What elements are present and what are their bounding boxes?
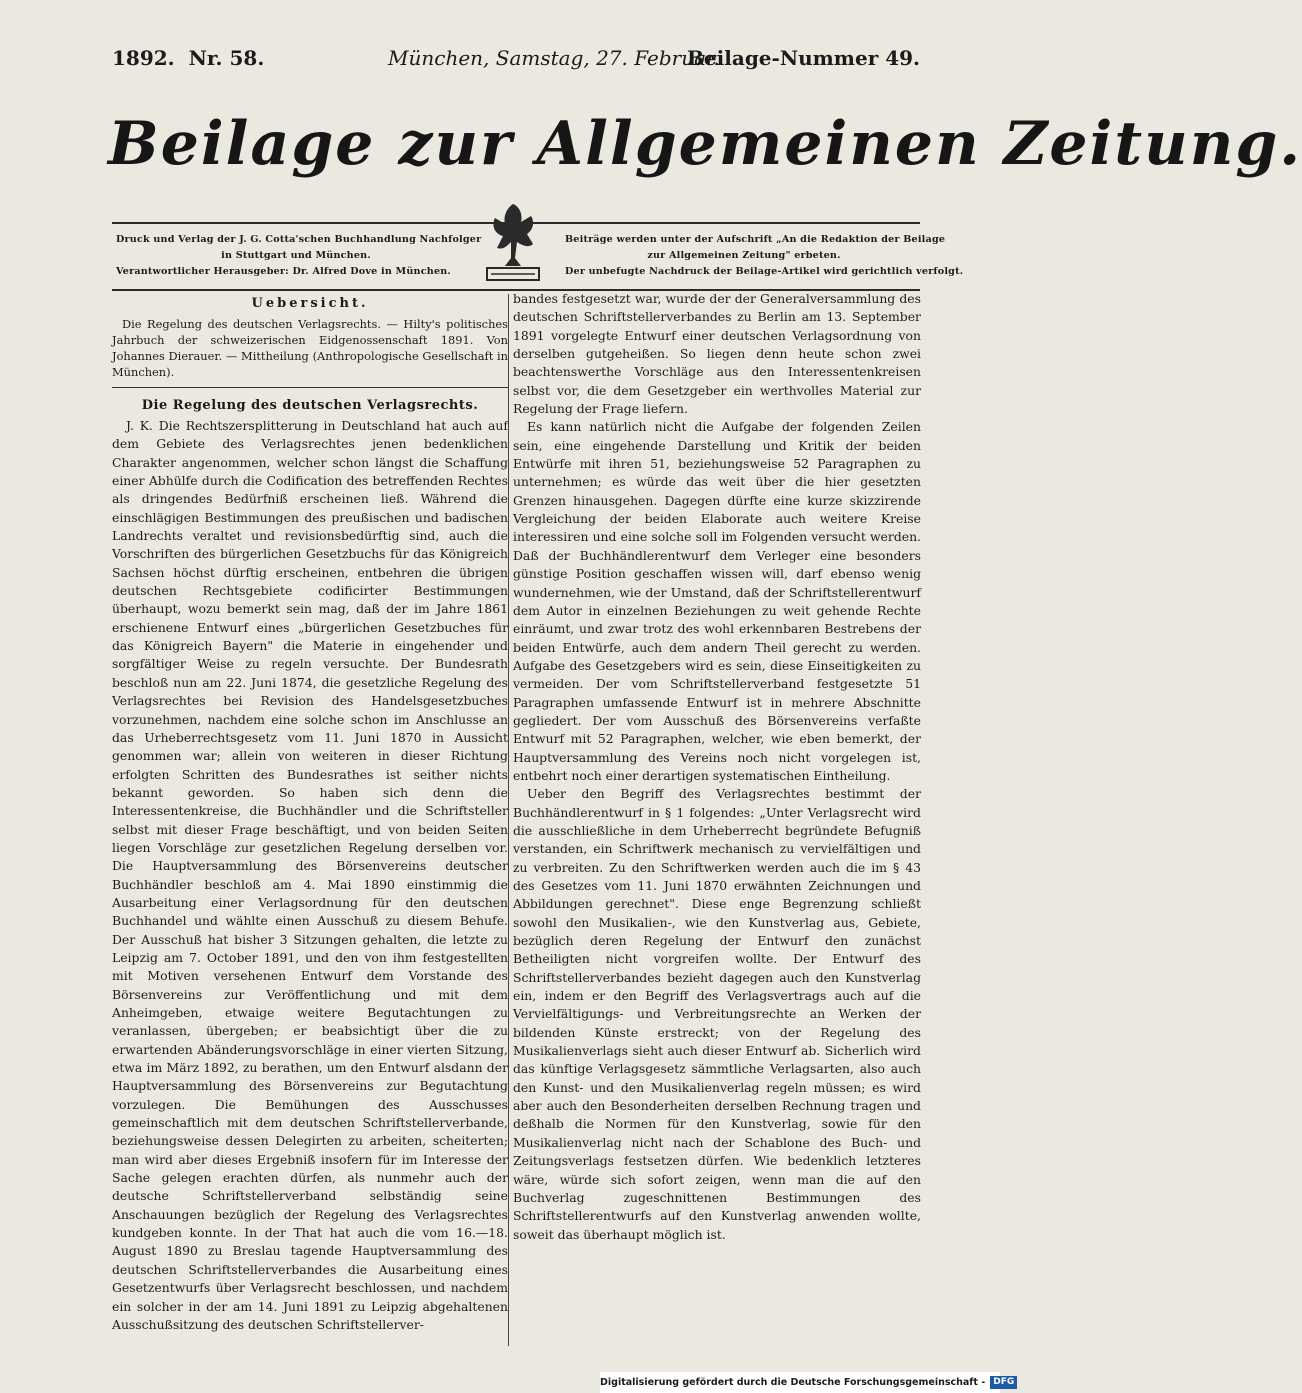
masthead-title: Beilage zur Allgemeinen Zeitung. <box>108 109 1302 179</box>
imprint-left-line: in Stuttgart und München. <box>221 250 371 261</box>
right-column <box>513 290 921 1244</box>
contents-rule <box>112 387 508 388</box>
article-paragraph: J. K. Die Rechtszersplitterung in Deutschland hat auch auf dem Gebiete des Verlagsrechtes jenen bedenklichen Charakter angenommen, welcher schon längst die Schaffung einer Abhülfe durch die Codification des betreffenden Rechtes als dringendes Bedürfniß erscheinen ließ. Während die einschlägigen Bestimmungen des preußischen und badischen Landrechts veraltet und revisionsbedürftig sind, auch die Vorschriften des bürgerlichen Gesetzbuchs für das Königreich Sachsen höchst dürftig erscheinen, entbehren die übrigen deutschen Rechtsgebiete codificirter Bestimmungen überhaupt, wozu bemerkt sein mag, daß der im Jahre 1861 erschienene Entwurf eines „bürgerlichen Gesetzbuches für das Königreich Bayern" die Materie in eingehender und sorgfältiger Weise zu regeln versuchte. Der Bundesrath beschloß nun am 22. Juni 1874, die gesetzliche Regelung des Verlagsrechtes bei Revision des Handelsgesetzbuches vorzunehmen, nachdem eine solche schon im Anschlusse an das Urheberrechtsgesetz vom 11. Juni 1870 in Aussicht genommen war; allein von weiteren in dieser Richtung erfolgten Schritten des Bundesrathes ist seither nichts bekannt geworden. So haben sich denn die Interessentenkreise, die Buchhändler und die Schriftsteller selbst mit dieser Frage beschäftigt, und von beiden Seiten liegen Vorschläge zur gesetzlichen Regelung derselben vor. Die Hauptversammlung des Börsenvereins deutscher Buchhändler beschloß am 4. Mai 1890 einstimmig die Ausarbeitung einer Verlagsordnung für den deutschen Buchhandel und wählte einen Ausschuß zu diesem Behufe. Der Ausschuß hat bisher 3 Sitzungen gehalten, die letzte zu Leipzig am 7. October 1891, und den von ihm festgestellten mit Motiven versehenen Entwurf dem Vorstande des Börsenvereins zur Veröffentlichung und mit dem Anheimgeben, etwaige weitere Begutachtungen zu veranlassen, übergeben; er beabsichtigt über die zu erwartenden Abänderungsvorschläge in einer vierten Sitzung, etwa im März 1892, zu berathen, um den Entwurf alsdann der Hauptversammlung des Börsenvereins zur Begutachtung vorzulegen. Die Bemühungen des Ausschusses gemeinschaftlich mit dem deutschen Schriftstellerverbande, beziehungsweise dessen Delegirten zu arbeiten, scheiterten; man wird aber dieses Ergebniß insofern für im Interesse der Sache gelegen erachten dürfen, als nunmehr auch der deutsche Schriftstellerverband selbständig seine Anschauungen bezüglich der Regelung des Verlagsrechtes kundgeben konnte. In der That hat auch die vom 16.—18. August 1890 zu Breslau tagende Hauptversammlung des deutschen Schriftstellerverbandes die Ausarbeitung eines Gesetzentwurfs über Verlagsrecht beschlossen, und nachdem ein solcher in der am 14. Juni 1891 zu Leipzig abgehaltenen Ausschußsitzung des deutschen Schriftstellerver- <box>112 418 508 1332</box>
imprint-right-line: zur Allgemeinen Zeitung" erbeten. <box>647 250 841 261</box>
contents-title: Uebersicht. <box>251 296 369 311</box>
imprint-right-line: Der unbefugte Nachdruck der Beilage-Artikel wird gerichtlich verfolgt. <box>565 266 964 277</box>
supplement-number: Beilage-Nummer 49. <box>687 46 920 70</box>
column-divider <box>508 294 509 1346</box>
imprint-left <box>116 232 482 280</box>
dfg-logo: DFG <box>990 1376 1017 1389</box>
article-title: Die Regelung des deutschen Verlagsrechts. <box>141 398 479 413</box>
dateline <box>112 46 920 76</box>
imprint-left-line: Druck und Verlag der J. G. Cotta'schen Buchhandlung Nachfolger <box>116 234 482 245</box>
griffin-crest-icon <box>477 198 549 286</box>
left-column <box>112 296 508 1334</box>
place-date: München, Samstag, 27. Februar. <box>388 46 720 70</box>
contents-body: Die Regelung des deutschen Verlagsrechts. — Hilty's politisches Jahrbuch der schweizerischen Eidgenossenschaft 1891. Von Johannes Dierauer. — Mittheilung (Anthropologische Gesellschaft in München). <box>112 317 508 379</box>
imprint-right-line: Beiträge werden unter der Aufschrift „An die Redaktion der Beilage <box>565 234 946 245</box>
article-paragraph: Ueber den Begriff des Verlagsrechtes bestimmt der Buchhändlerentwurf in § 1 folgendes: „Unter Verlagsrecht wird die ausschließliche in dem Urheberrecht begründete Befugniß verstanden, ein Schriftwerk mechanisch zu vervielfältigen und zu verbreiten. Zu den Schriftwerken werden auch die im § 43 des Gesetzes vom 11. Juni 1870 erwähnten Zeichnungen und Abbildungen gerechnet". Diese enge Begrenzung schließt sowohl den Musikalien-, wie den Kunstverlag aus, Gebiete, bezüglich deren Regelung der Entwurf den zunächst Betheiligten nicht vorgreifen wollte. Der Entwurf des Schriftstellerverbandes bezieht dagegen auch den Kunstverlag ein, indem er den Begriff des Verlagsvertrags auch auf die Vervielfältigungs- und Verbreitungsrechte an Werken der bildenden Künste erstreckt; von der Regelung des Musikalienverlags sieht auch dieser Entwurf ab. Sicherlich wird das künftige Verlagsgesetz sämmtliche Verlagsarten, also auch den Kunst- und den Musikalienverlag regeln müssen; es wird aber auch den Besonderheiten derselben Rechnung tragen und deßhalb die Normen für den Kunstverlag, sowie für den Musikalienverlag nicht nach der Schablone des Buch- und Zeitungsverlags festsetzen dürfen. Wie bedenklich letzteres wäre, würde sich sofort zeigen, wenn man die auf den Buchverlag zugeschnittenen Bestimmungen des Schriftstellerentwurfs auf den Kunstverlag anwenden wollte, soweit das überhaupt möglich ist. <box>513 786 921 1242</box>
article-paragraph: bandes festgesetzt war, wurde der der Generalversammlung des deutschen Schriftstellerverbandes zu Berlin am 13. September 1891 vorgelegte Entwurf einer deutschen Verlagsordnung von derselben gutgeheißen. So liegen denn heute schon zwei beachtenswerthe Vorschläge aus den Interessentenkreisen selbst vor, die dem Gesetzgeber ein werthvolles Material zur Regelung der Frage liefern. <box>513 291 921 417</box>
imprint-right <box>565 232 964 280</box>
footer-text: Digitalisierung gefördert durch die Deutsche Forschungsgemeinschaft - <box>600 1377 986 1388</box>
digitization-footer <box>600 1372 1015 1393</box>
article-paragraph: Es kann natürlich nicht die Aufgabe der folgenden Zeilen sein, eine eingehende Darstellung und Kritik der beiden Entwürfe mit ihren 51, beziehungsweise 52 Paragraphen zu unternehmen; es würde das weit über die hier gesetzten Grenzen hinausgehen. Dagegen dürfte eine kurze skizzirende Vergleichung der beiden Elaborate auch weitere Kreise interessiren und eine solche soll im Folgenden versucht werden. Daß der Buchhändlerentwurf dem Verleger eine besonders günstige Position geschaffen wissen will, darf ebenso wenig wundernehmen, wie der Umstand, daß der Schriftstellerentwurf dem Autor in einzelnen Beziehungen zu weit gehende Rechte einräumt, und zwar trotz des wohl erkennbaren Bestrebens der beiden Entwürfe, auch dem andern Theil gerecht zu werden. Aufgabe des Gesetzgebers wird es sein, diese Einseitigkeiten zu vermeiden. Der vom Schriftstellerverband festgesetzte 51 Paragraphen umfassende Entwurf ist in mehrere Abschnitte gegliedert. Der vom Ausschuß des Börsenvereins verfaßte Entwurf mit 52 Paragraphen, welcher, wie eben bemerkt, der Hauptversammlung des Vereins noch nicht vorgelegen ist, entbehrt noch einer derartigen systematischen Eintheilung. <box>513 419 921 783</box>
imprint-left-line: Verantwortlicher Herausgeber: Dr. Alfred Dove in München. <box>116 266 451 277</box>
issue-number: 1892. Nr. 58. <box>112 46 265 70</box>
